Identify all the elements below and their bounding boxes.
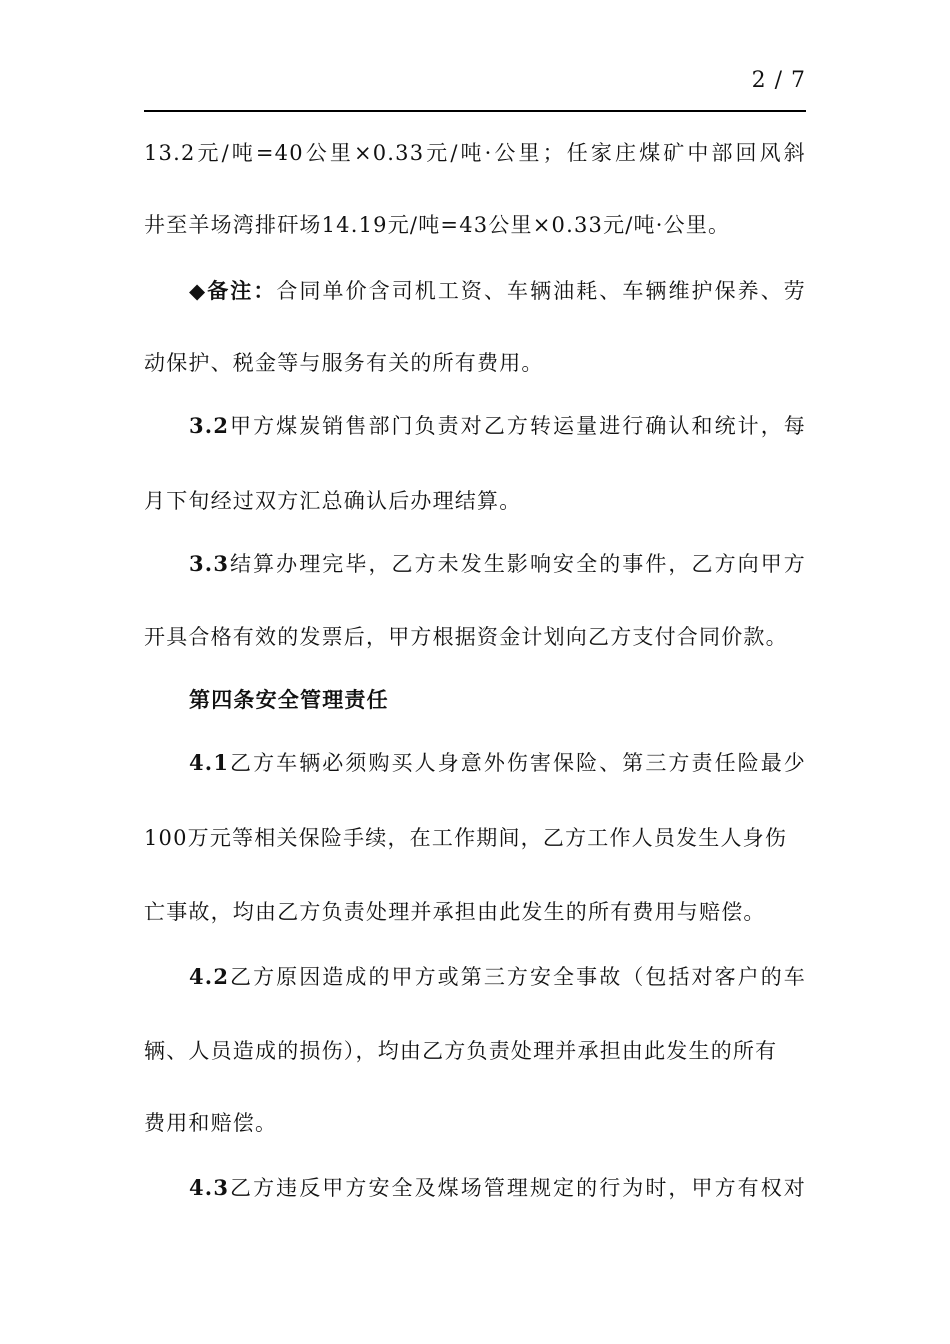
clause-4-1 (189, 748, 806, 778)
text-line-2: 井至羊场湾排矸场14.19元/吨=43公里×0.33元/吨·公里。 (144, 213, 731, 237)
clause-number: 3.3 (189, 551, 230, 576)
clause-number: 3.2 (189, 413, 230, 438)
text-line-4: 动保护、税金等与服务有关的所有费用。 (144, 351, 544, 375)
clause-text: 甲方煤炭销售部门负责对乙方转运量进行确认和统计，每 (229, 414, 806, 438)
clause-number: 4.1 (189, 750, 230, 775)
clause-text: 乙方车辆必须购买人身意外伤害保险、第三方责任险最少 (229, 751, 806, 775)
clause-3-2 (189, 411, 806, 441)
clause-number: 4.3 (189, 1175, 230, 1200)
remark-label: ◆备注： (189, 278, 277, 303)
clause-4-3 (189, 1173, 806, 1203)
text-line-6: 月下旬经过双方汇总确认后办理结算。 (144, 489, 522, 513)
text-line-15: 费用和赔偿。 (144, 1111, 278, 1135)
clause-number: 4.2 (189, 964, 230, 989)
text-line-8: 开具合格有效的发票后，甲方根据资金计划向乙方支付合同价款。 (144, 625, 788, 649)
remark-paragraph (189, 276, 806, 306)
clause-text: 结算办理完毕，乙方未发生影响安全的事件，乙方向甲方 (229, 552, 806, 576)
header-divider (144, 110, 806, 112)
text-line-11: 100万元等相关保险手续，在工作期间，乙方工作人员发生人身伤 (144, 826, 788, 850)
remark-text: 合同单价含司机工资、车辆油耗、车辆维护保养、劳 (276, 279, 806, 303)
text-line-1: 13.2元/吨=40公里×0.33元/吨·公里；任家庄煤矿中部回风斜 (144, 141, 806, 165)
clause-text: 乙方原因造成的甲方或第三方安全事故（包括对客户的车 (229, 965, 806, 989)
page-number: 2 / 7 (751, 68, 806, 93)
clause-4-2 (189, 962, 806, 992)
clause-text: 乙方违反甲方安全及煤场管理规定的行为时，甲方有权对 (229, 1176, 806, 1200)
section-heading: 第四条安全管理责任 (189, 687, 389, 712)
text-line-12: 亡事故，均由乙方负责处理并承担由此发生的所有费用与赔偿。 (144, 900, 766, 924)
text-line-14: 辆、人员造成的损伤），均由乙方负责处理并承担由此发生的所有 (144, 1039, 778, 1063)
clause-3-3 (189, 549, 806, 579)
